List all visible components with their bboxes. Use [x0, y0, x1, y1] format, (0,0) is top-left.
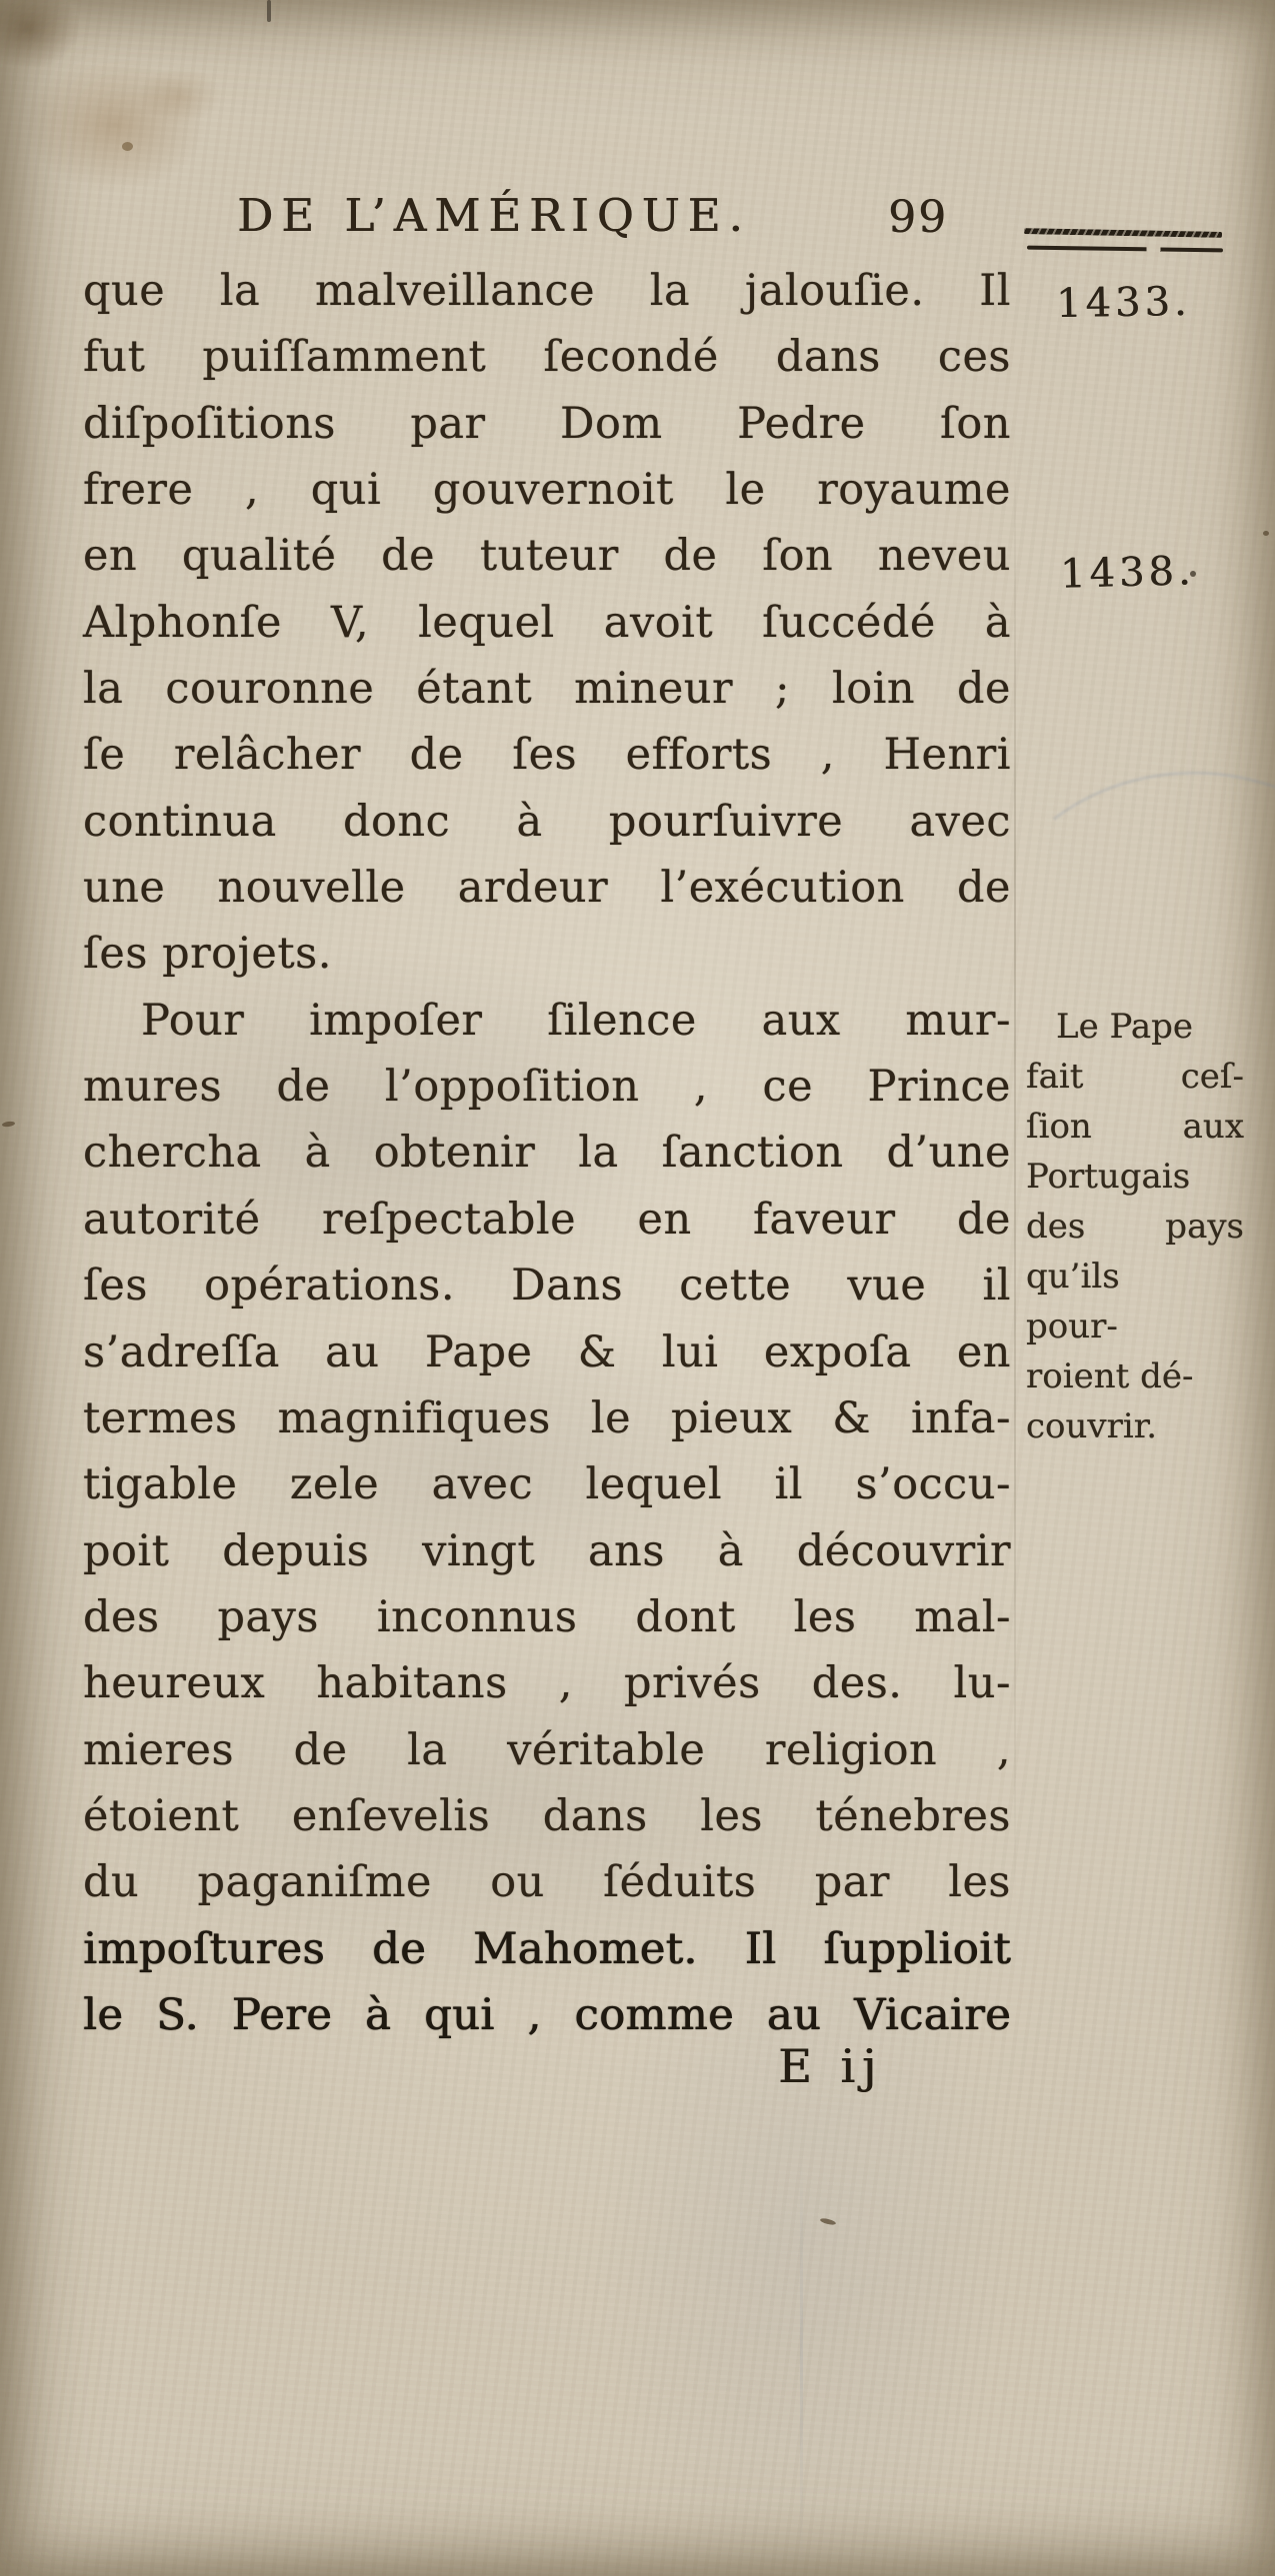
- body-line: la couronne étant mineur ; loin de: [83, 664, 1011, 715]
- ink-speck: [2, 1121, 16, 1128]
- body-line: chercha à obtenir la ſanction d’une: [83, 1128, 1011, 1179]
- page-number: 99: [888, 192, 948, 243]
- body-line: continua donc à pourſuivre avec: [83, 796, 1011, 847]
- margin-note-line: ſion aux: [1026, 1107, 1244, 1147]
- body-line: en qualité de tuteur de ſon neveu: [83, 531, 1011, 582]
- body-line: étoient enſevelis dans les ténebres: [83, 1790, 1011, 1841]
- body-line: heureux habitans , privés des. lu-: [83, 1658, 1011, 1709]
- body-line: mieres de la véritable religion ,: [83, 1724, 1011, 1775]
- paper-chainline: [800, 2149, 803, 2569]
- margin-note-line: fait ceſ-: [1026, 1057, 1244, 1097]
- ink-speck: [820, 2217, 837, 2226]
- body-line: Alphonſe V, lequel avoit ſuccédé à: [83, 597, 1011, 648]
- body-text-block: [83, 258, 1011, 2048]
- margin-side-note: [1026, 1002, 1244, 1451]
- paper-crease: [1014, 420, 1016, 1919]
- margin-note-line: Portugais: [1026, 1157, 1191, 1197]
- body-line: Pour impoſer ſilence aux mur-: [141, 995, 1011, 1046]
- margin-date-1438: 1438.: [1059, 548, 1196, 598]
- margin-note-line: roient dé-: [1026, 1356, 1194, 1396]
- margin-date-1433: 1433.: [1055, 278, 1191, 328]
- margin-note-line: couvrir.: [1026, 1406, 1158, 1446]
- body-line: impoſtures de Mahomet. Il ſupplioit: [83, 1923, 1011, 1974]
- body-line: ſes opérations. Dans cette vue il: [83, 1261, 1011, 1311]
- margin-note-line: qu’ils: [1026, 1257, 1120, 1296]
- body-line: s’adreſſa au Pape & lui expoſa en: [83, 1326, 1011, 1377]
- body-line: autorité reſpectable en faveur de: [83, 1194, 1011, 1245]
- signature-mark: E ij: [778, 2039, 884, 2093]
- body-line: termes magnifiques le pieux & infa-: [83, 1392, 1011, 1443]
- margin-note-line: Le Pape: [1056, 1007, 1194, 1047]
- body-line: frere , qui gouvernoit le royaume: [83, 465, 1011, 516]
- body-line: poit depuis vingt ans à découvrir: [83, 1525, 1011, 1576]
- body-line: mures de l’oppoſition , ce Prince: [83, 1062, 1011, 1113]
- ink-speck: [267, 0, 271, 22]
- ink-speck: [1263, 531, 1269, 536]
- body-line: ſes projets.: [83, 929, 332, 980]
- body-line: tigable zele avec lequel il s’occu-: [83, 1459, 1011, 1510]
- margin-note-line: pour-: [1026, 1306, 1118, 1346]
- body-line: une nouvelle ardeur l’exécution de: [83, 863, 1011, 914]
- running-head-title: DE L’AMÉRIQUE.: [237, 189, 751, 242]
- margin-note-line: des pays: [1026, 1207, 1244, 1247]
- body-line: que la malveillance la jalouſie. Il: [83, 266, 1011, 316]
- body-line: le S. Pere à qui , comme au Vicaire: [83, 1989, 1011, 2040]
- body-line: des pays inconnus dont les mal-: [83, 1591, 1011, 1642]
- body-line: diſpoſitions par Dom Pedre ſon: [83, 398, 1011, 449]
- body-line: ſe relâcher de ſes efforts , Henri: [83, 730, 1011, 781]
- ink-speck: [122, 142, 133, 151]
- body-line: fut puiſſamment ſecondé dans ces: [83, 332, 1011, 383]
- body-line: du paganiſme ou ſéduits par les: [83, 1857, 1011, 1908]
- ornament-rule-thin: [1027, 246, 1223, 252]
- ornament-rule-thick: [1024, 228, 1222, 238]
